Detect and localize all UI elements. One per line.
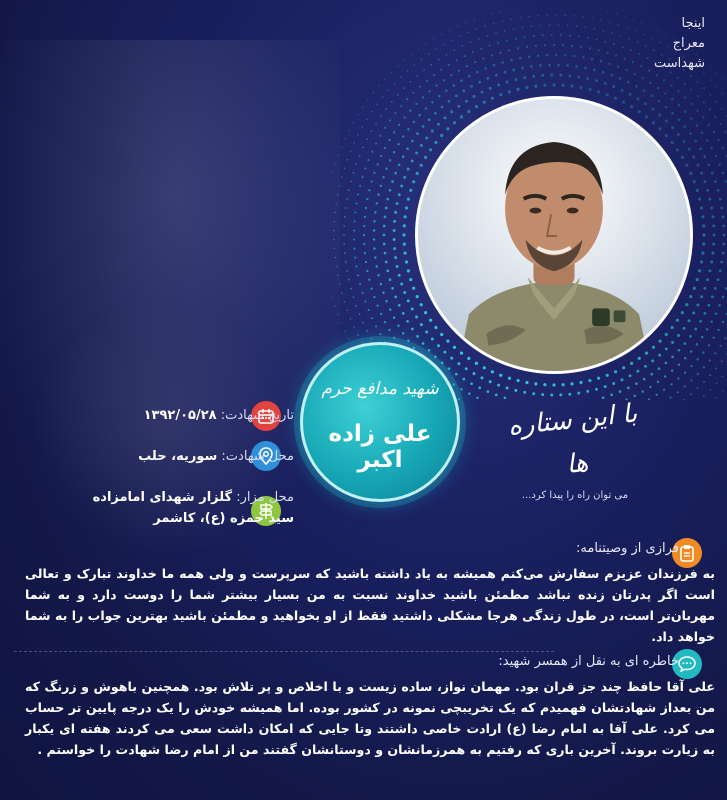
martyr-portrait-photo — [415, 96, 693, 374]
memory-body: علی آقا حافظ چند جز قران بود. مهمان نواز، ساده زیست و با اخلاص و پر تلاش بود. همچنین باهوش و زرنگ که من بعداز شهادتشان فهمیدم که یک تخریبچی نمونه در کشور بوده. اما همیشه خودش را یک درجه پایین تر حساب می کرد. علی آقا به امام رضا (ع) ارادت خاصی داشتند وتا جایی که امکان داشت سعی می کردند هفته ای یکبار به زیارت بروند. آخرین باری که رفتیم به همرزمانشان و دوستانشان گفتند من از امام رضا شهادت را خواستم . — [25, 679, 715, 757]
will-excerpt-section — [25, 541, 715, 647]
will-body: به فرزندان عزیزم سفارش می‌کنم همیشه به یاد داشته باشید که سرپرست و ولی همه ما خداوند تبارک و تعالی است اگر پدرتان زنده نباشد مطمئن باشید خداوند نسبت به من بسیار بیشتر شما را دوست دارد و به شما مهربان‌تر است، در طول زندگی هرجا مشکلی داشتید فقط از او بخواهید و مطمئن باشید بهترین جواب را به شما خواهد داد. — [25, 566, 715, 644]
will-title: فرازی از وصیتنامه: — [576, 541, 679, 556]
martyrdom-place-value: سوریه، حلب — [138, 449, 218, 464]
martyrdom-place-row — [24, 446, 294, 467]
motto-line-2: معراج — [672, 36, 705, 51]
martyrdom-date-label: تاریخ شهادت: — [220, 408, 294, 423]
calligraphy-subtitle: می توان راه را پیدا کرد... — [521, 490, 629, 501]
burial-label: محل مزار: — [236, 490, 294, 505]
motto-line-1: اینجا — [681, 16, 705, 31]
martyrdom-date-row — [24, 405, 294, 426]
memory-title: خاطره ای به نقل از همسر شهید: — [498, 654, 679, 669]
calligraphy-main-text: با این ستاره ها — [506, 398, 639, 480]
burial-value-line1: گلزار شهدای امامزاده — [92, 490, 233, 505]
calligraphy-title — [505, 398, 645, 501]
martyr-name: علی زاده اکبر — [328, 421, 432, 473]
section-divider — [14, 651, 554, 652]
burial-place-row — [24, 487, 294, 529]
motto-line-3: شهداست — [654, 56, 705, 71]
martyrdom-place-label: محل شهادت: — [221, 449, 294, 464]
martyr-name-badge — [300, 342, 460, 502]
top-motto — [645, 14, 705, 74]
burial-value-line2: سید حمزه (ع)، کاشمر — [153, 511, 294, 526]
memory-section — [25, 654, 715, 760]
martyrdom-date-value: ۱۳۹۲/۰۵/۲۸ — [143, 408, 217, 423]
badge-kicker: شهید مدافع حرم — [321, 379, 439, 399]
